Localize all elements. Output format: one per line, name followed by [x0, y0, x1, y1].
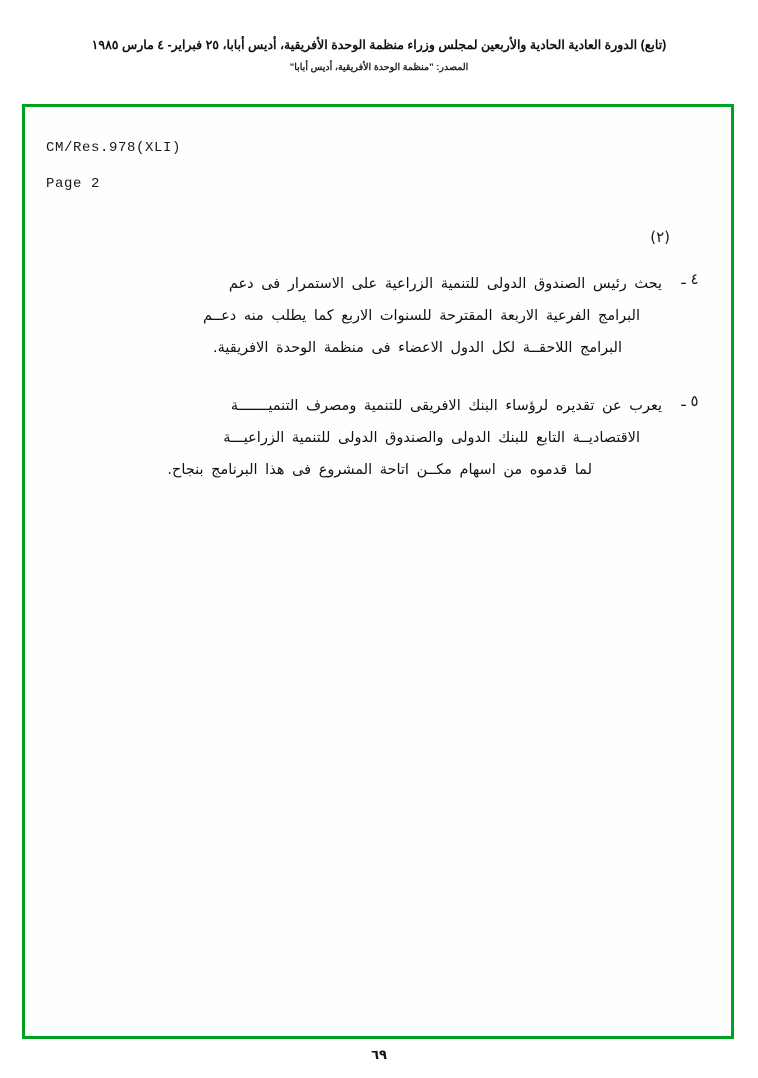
- paragraph-line: يحث رئيس الصندوق الدولى للتنمية الزراعية على الاستمرار فى دعم: [228, 276, 662, 292]
- paragraph-number: ٤ ـ: [681, 270, 699, 288]
- header-session-title: (تابع) الدورة العادية الحادية والأربعين لمجلس وزراء منظمة الوحدة الأفريقية، أديس أبابا، ٢٥ فبراير- ٤ مارس ١٩٨٥: [91, 38, 667, 52]
- header-source-line: المصدر: "منظمة الوحدة الأفريقية، أديس أبابا": [289, 62, 469, 73]
- page-header: [0, 36, 758, 74]
- paragraph-item: [40, 268, 718, 364]
- document-page-label: Page 2: [46, 176, 101, 192]
- document-reference: CM/Res.978(XLI): [46, 140, 182, 156]
- paragraph-line: الاقتصاديــة التابع للبنك الدولى والصندوق الدولى للتنمية الزراعيـــة: [223, 430, 640, 446]
- paragraph-line: لما قدموه من اسهام مكــن اتاحة المشروع فى هذا البرنامج بنجاح.: [167, 462, 592, 478]
- paragraph-item: [40, 390, 718, 486]
- document-body: [40, 228, 718, 512]
- paragraph-line: يعرب عن تقديره لرؤساء البنك الافريقى للتنمية ومصرف التنميـــــــة: [230, 398, 662, 414]
- paragraph-line: البرامج الفرعية الاربعة المقترحة للسنوات الاربع كما يطلب منه دعــم: [202, 308, 640, 324]
- paragraph-line: البرامج اللاحقــة لكل الدول الاعضاء فى منظمة الوحدة الافريقية.: [213, 340, 622, 356]
- section-marker: (٢): [650, 228, 670, 246]
- paragraph-text: [40, 268, 662, 364]
- paragraph-number: ٥ ـ: [681, 392, 699, 410]
- paragraph-text: [40, 390, 662, 486]
- footer-page-number: ٦٩: [371, 1048, 387, 1063]
